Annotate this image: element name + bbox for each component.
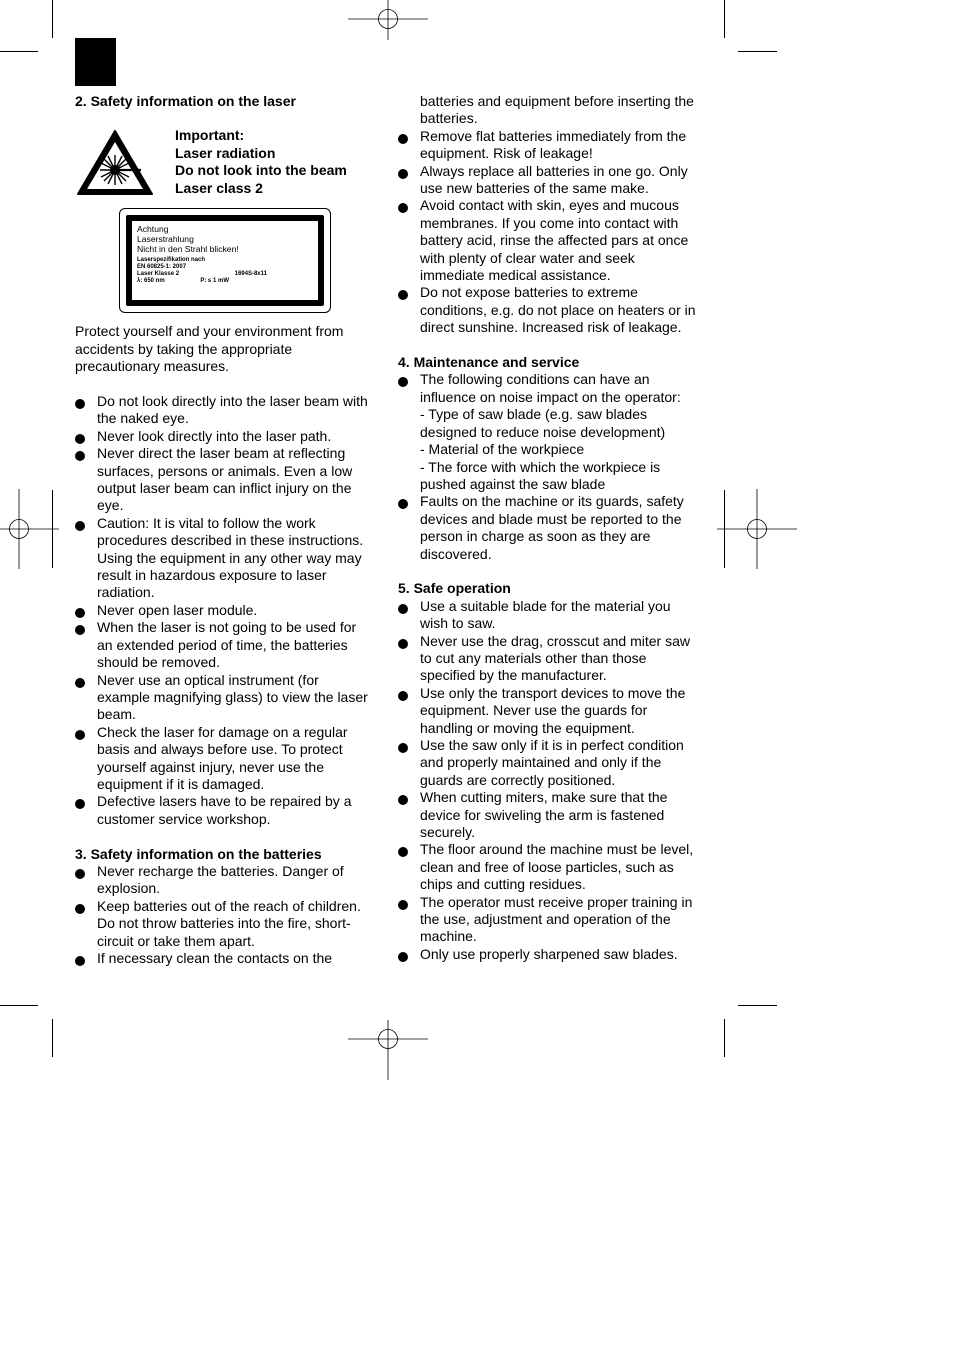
warning-line: Do not look into the beam (175, 162, 347, 179)
list-item (75, 672, 375, 724)
list-item-line: handling or moving the equipment. (420, 719, 635, 736)
list-item-line: - The force with which the workpiece is (420, 458, 661, 475)
list-item-line: output laser beam can inflict injury on the (97, 480, 352, 497)
laser-label-content (132, 221, 318, 300)
warning-line: Laser radiation (175, 144, 276, 161)
list-item-line: Never use an optical instrument (for (97, 671, 319, 688)
list-item-line: procedures described in these instructions. (97, 532, 364, 549)
list-item-line: customer service workshop. (97, 810, 271, 827)
registration-mark-icon (348, 0, 428, 80)
laser-safety-list (75, 393, 375, 828)
list-item (75, 445, 375, 515)
list-item (75, 863, 375, 898)
list-item-line: battery acid, rinse the affected pars at once (420, 232, 689, 249)
crop-mark (0, 51, 38, 52)
list-item-line: the naked eye. (97, 410, 189, 427)
crop-mark (738, 51, 777, 52)
list-item-line: Check the laser for damage on a regular (97, 723, 348, 740)
list-item-line: conditions, e.g. do not place on heaters or in (420, 301, 696, 318)
list-item-line: device for swiveling the arm is fastened (420, 806, 665, 823)
list-item (398, 598, 704, 633)
list-item-line: Always replace all batteries in one go. Only (420, 162, 688, 179)
label-wavelength: λ: 650 nm (137, 278, 165, 285)
right-column (398, 93, 704, 963)
list-item (398, 789, 704, 841)
label-line: Achtung (137, 224, 169, 235)
section-heading-safe-operation: 5. Safe operation (398, 580, 511, 597)
list-item (75, 950, 375, 967)
list-item-line: Never use the drag, crosscut and miter saw (420, 632, 691, 649)
list-item-line: If necessary clean the contacts on the (97, 950, 333, 966)
list-item-line: equipment. Never use the guards for (420, 702, 648, 719)
list-item-line: an extended period of time, the batteries (97, 636, 348, 653)
list-item-line: Using the equipment in any other way may (97, 549, 362, 566)
list-item-line: basis and always before use. To protect (97, 741, 343, 758)
list-item-line: circuit or take them apart. (97, 932, 255, 949)
crop-mark (738, 1005, 777, 1006)
list-item-line: Defective lasers have to be repaired by a (97, 793, 352, 810)
list-item (398, 197, 704, 284)
laser-warning (75, 127, 375, 198)
list-item (75, 898, 375, 950)
list-item (398, 894, 704, 946)
list-item-line: beam. (97, 706, 136, 723)
list-item-line: The following conditions can have an (420, 371, 650, 388)
section-heading-maintenance: 4. Maintenance and service (398, 354, 580, 371)
crop-mark (52, 0, 53, 38)
list-item-line: specified by the manufacturer. (420, 667, 607, 684)
list-item-line: machine. (420, 928, 477, 945)
list-item-line: with plenty of clear water and seek (420, 249, 635, 266)
list-item-line: use new batteries of the same make. (420, 180, 649, 197)
list-item-line: Use the saw only if it is in perfect condition (420, 737, 684, 753)
list-item-line: Do not look directly into the laser beam with (97, 393, 368, 410)
list-item (75, 428, 375, 445)
list-item (75, 724, 375, 794)
list-item-line: and properly maintained and only if the (420, 754, 662, 771)
list-item-line: When cutting miters, make sure that the (420, 789, 668, 806)
list-item-line: Caution: It is vital to follow the work (97, 514, 316, 531)
list-item-line: immediate medical assistance. (420, 267, 611, 284)
intro-paragraph: Protect yourself and your environment from accidents by taking the appropriate precautionary measures. (75, 323, 344, 375)
list-item-line: Remove flat batteries immediately from the (420, 127, 687, 144)
list-item-line: eye. (97, 497, 124, 514)
registration-mark-icon (0, 489, 59, 569)
list-item-line: Never open laser module. (97, 601, 258, 618)
list-item-line: Do not throw batteries into the fire, short- (97, 915, 351, 932)
list-item-line: Keep batteries out of the reach of children. (97, 897, 361, 914)
warning-line: Important: (175, 127, 245, 144)
list-item (398, 737, 704, 789)
list-item-line: Never direct the laser beam at reflecting (97, 445, 346, 462)
list-item (398, 493, 704, 563)
registration-mark-icon (348, 1000, 428, 1080)
list-item-line: The floor around the machine must be level, (420, 841, 694, 858)
list-item-line: wish to saw. (420, 615, 496, 632)
warning-line: Laser class 2 (175, 179, 263, 196)
list-item-line: surfaces, persons or animals. Even a low (97, 462, 353, 479)
label-code: 1694S-8x11 (234, 271, 267, 278)
list-item-line: Faults on the machine or its guards, safety (420, 493, 684, 510)
list-item (398, 163, 704, 198)
list-item-line: The operator must receive proper training in (420, 893, 693, 910)
crop-mark (724, 0, 725, 38)
list-item-line: securely. (420, 824, 475, 841)
list-item (75, 793, 375, 828)
list-item-line: example magnifying glass) to view the laser (97, 688, 368, 705)
list-item (398, 128, 704, 163)
list-item-line: discovered. (420, 545, 492, 562)
list-item-line: - Material of the workpiece (420, 441, 585, 458)
list-item (398, 371, 704, 493)
list-item-line: result in hazardous exposure to laser (97, 567, 327, 584)
list-item-line: Only use properly sharpened saw blades. (420, 945, 678, 962)
list-item-line: When the laser is not going to be used for (97, 619, 357, 636)
battery-safety-list (398, 128, 704, 337)
list-item-line: explosion. (97, 880, 161, 897)
label-spec: Laserspezifikation nach (137, 257, 206, 264)
list-item (75, 602, 375, 619)
list-item (75, 515, 375, 602)
label-line: Nicht in den Strahl blicken! (137, 243, 239, 254)
list-item-line: devices and blade must be reported to the (420, 510, 682, 527)
list-item-line: person in charge as soon as they are (420, 528, 651, 545)
list-item-line: Avoid contact with skin, eyes and mucous (420, 197, 679, 214)
list-item-line: Use a suitable blade for the material you (420, 597, 671, 614)
list-item (398, 946, 704, 963)
list-item (398, 633, 704, 685)
label-standard: EN 60825-1: 2007 (137, 264, 187, 271)
list-item-line: to cut any materials other than those (420, 649, 647, 666)
language-tab-block (75, 38, 116, 86)
list-item-line: clean and free of loose particles, such as (420, 858, 674, 875)
list-item-line: Never look directly into the laser path. (97, 427, 332, 444)
crop-mark (724, 1019, 725, 1057)
section-heading-batteries: 3. Safety information on the batteries (75, 845, 322, 862)
list-item (398, 841, 704, 893)
list-item-line: should be removed. (97, 654, 220, 671)
list-item-line: radiation. (97, 584, 155, 601)
label-class: Laser Klasse 2 (137, 271, 180, 278)
list-item-line: yourself against injury, never use the (97, 758, 324, 775)
list-item-line: equipment. Risk of leakage! (420, 145, 593, 162)
list-item-line: Do not expose batteries to extreme (420, 284, 638, 301)
list-item-line: influence on noise impact on the operator: (420, 388, 681, 405)
list-item (75, 393, 375, 428)
laser-warning-text (175, 127, 347, 197)
list-item-line: designed to reduce noise development) (420, 423, 666, 440)
maintenance-list (398, 371, 704, 562)
list-item-line: Never recharge the batteries. Danger of (97, 862, 344, 879)
list-item (398, 284, 704, 336)
laser-warning-icon (75, 128, 155, 198)
list-item-line: direct sunshine. Increased risk of leakage. (420, 319, 682, 336)
registration-mark-icon (717, 489, 797, 569)
crop-mark (0, 1005, 38, 1006)
crop-mark (52, 1019, 53, 1057)
label-power: P: ≤ 1 mW (200, 278, 229, 285)
section-heading-laser: 2. Safety information on the laser (75, 93, 296, 109)
safe-operation-list (398, 598, 704, 964)
list-item-line: guards are correctly positioned. (420, 771, 616, 788)
list-item (398, 685, 704, 737)
list-item-line: equipment if it is damaged. (97, 775, 265, 792)
list-item-line: the use, adjustment and operation of the (420, 911, 671, 928)
list-item (75, 619, 375, 671)
list-item-line: - Type of saw blade (e.g. saw blades (420, 406, 647, 423)
list-item: batteries and equipment before inserting the batteries. (420, 93, 694, 127)
list-item-line: chips and cutting residues. (420, 876, 586, 893)
battery-safety-list-continued (398, 93, 704, 128)
label-line: Laserstrahlung (137, 234, 194, 244)
list-item-line: pushed against the saw blade (420, 475, 606, 492)
list-item-line: Use only the transport devices to move the (420, 684, 686, 701)
battery-safety-list (75, 863, 375, 967)
list-item-line: membranes. If you come into contact with (420, 214, 679, 231)
left-column (75, 93, 375, 967)
laser-label-plate (119, 208, 331, 313)
